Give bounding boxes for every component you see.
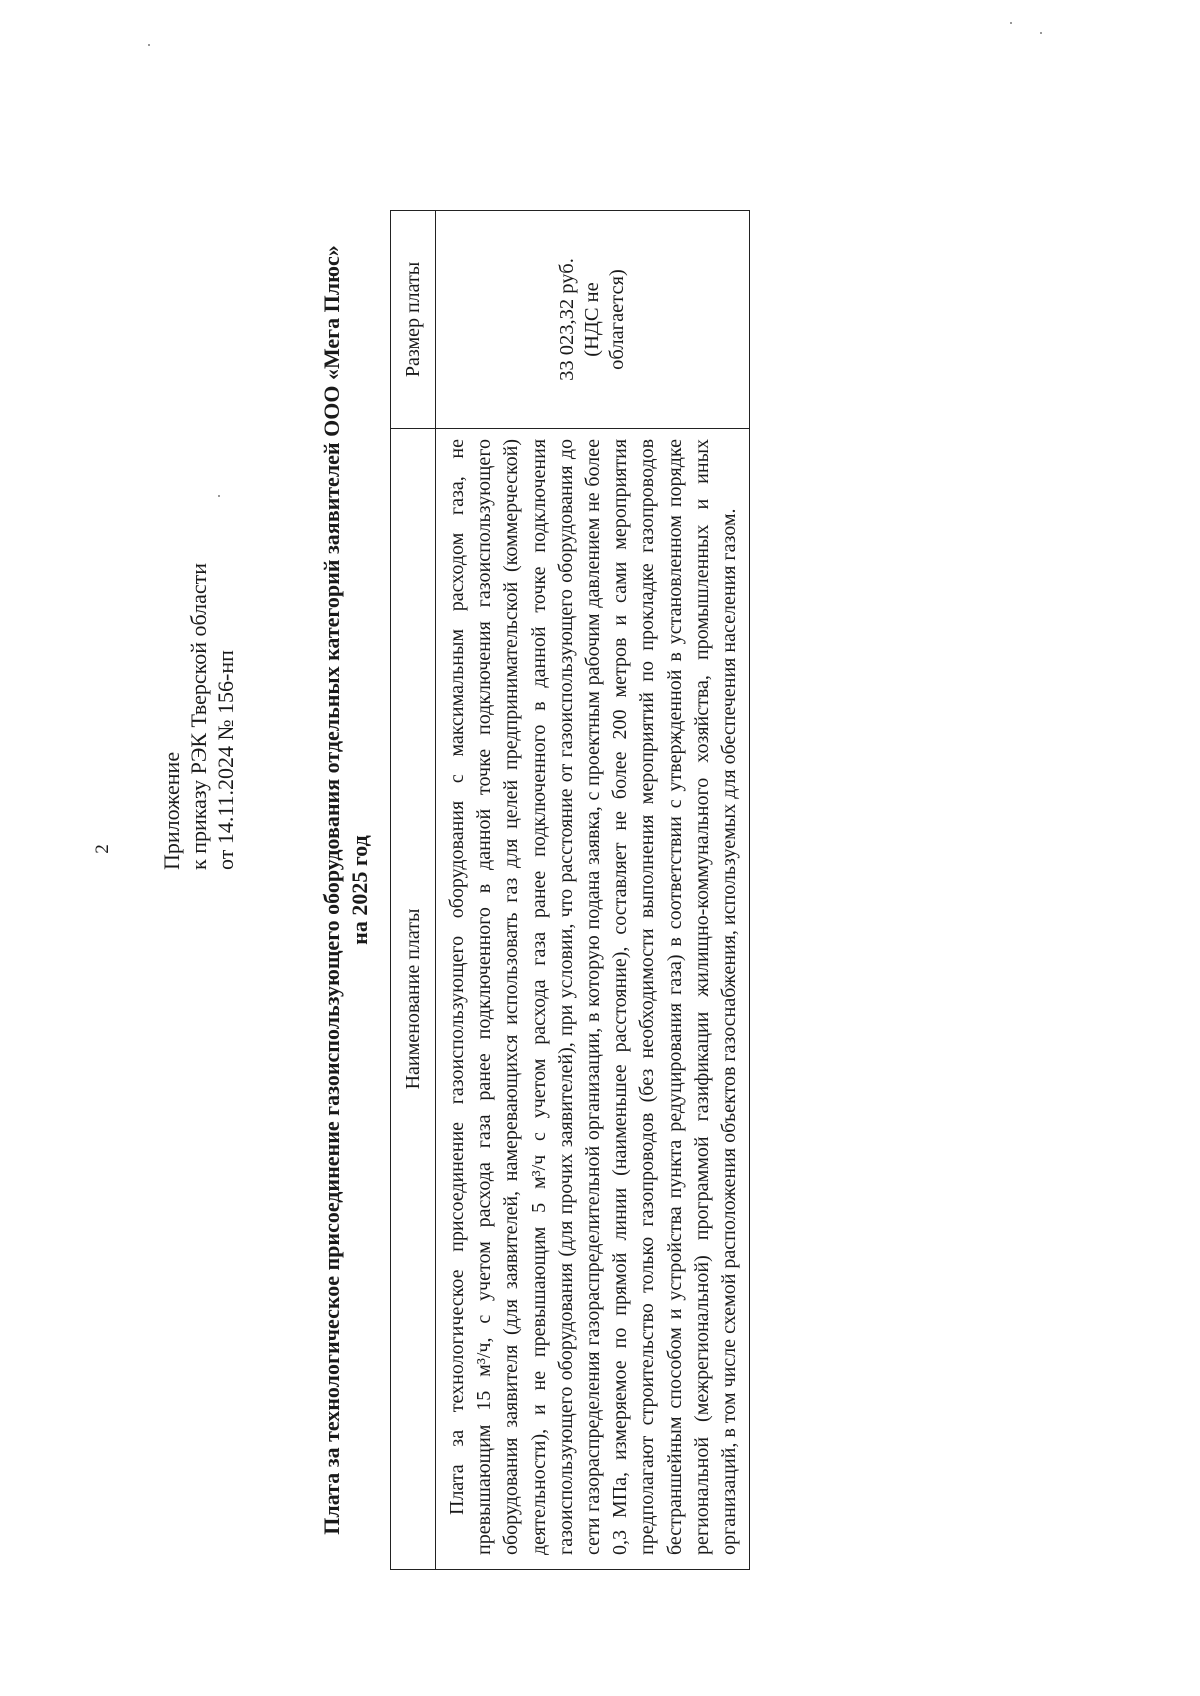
appendix-order-ref: к приказу РЭК Тверской области [186,562,211,870]
fee-vat-note-line2: облагается) [606,269,629,370]
fee-table [390,210,750,1570]
fee-vat-note-line1: (НДС не [581,282,604,357]
header-fee-amount: Размер платы [391,211,436,429]
rotated-page-content [158,210,1158,1570]
page-number: 2 [91,844,113,854]
document-title-line2: на 2025 год [347,835,372,945]
scan-speck [1040,32,1042,34]
appendix-order-date: от 14.11.2024 № 156-нп [213,650,238,870]
fee-amount: 33 023,32 руб. [556,258,579,381]
table-header-row [391,211,436,1570]
fee-description: Плата за технологическое присоединение газоиспользующего оборудования с максимальным расходом газа, не превышающим 15 м³/ч, с учетом расхода газа ранее подключенного в данной точке подключения газоиспользующего оборудования заявителя (для заявителей, намеревающихся использовать газ для целей предпринимательской (коммерческой) деятельности), и не превышающим 5 м³/ч с учетом расхода газа ранее подключенного в данной точке подключения газоиспользующего оборудования (для прочих заявителей), при условии, что расстояние от газоиспользующего оборудования до сети газораспределения газораспределительной организации, в которую подана заявка, с проектным рабочим давлением не более 0,3 МПа, измеряемое по прямой линии (наименьшее расстояние), составляет не более 200 метров и сами мероприятия предполагают строительство только газопроводов (без необходимости выполнения мероприятий по прокладке газопроводов бестраншейным способом и устройства пункта редуцирования газа) в соответствии с утвержденной в установленном порядке региональной (межрегиональной) программой газификации жилищно-коммунального хозяйства, промышленных и иных организаций, в том числе схемой расположения объектов газоснабжения, используемых для обеспечения населения газом. [436,428,750,1569]
header-fee-name: Наименование платы [391,428,436,1569]
appendix-block [158,470,239,870]
document-title [318,210,374,1570]
table-row [436,211,750,1570]
scan-speck [148,44,150,46]
fee-amount-cell [436,211,750,429]
document-title-line1: Плата за технологическое присоединение газоиспользующего оборудования отдельных категорий заявителей ООО «Мега Плюс» [319,245,344,1535]
appendix-label: Приложение [159,751,184,870]
scan-speck [1010,22,1012,24]
